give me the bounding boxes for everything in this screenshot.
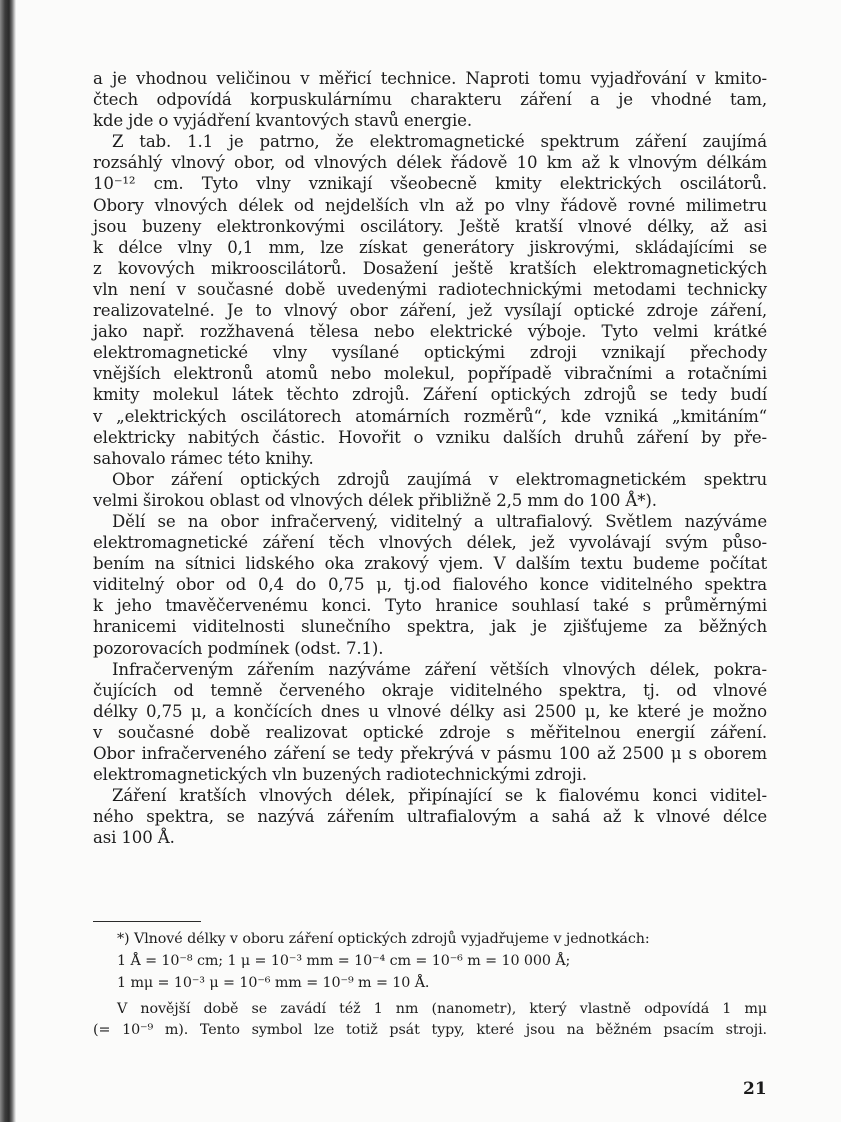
text-line: 10⁻¹² cm. Tyto vlny vznikají všeobecně kmity elektrických oscilátorů.	[93, 174, 767, 194]
text-line: ného spektra, se nazývá zářením ultrafialovým a sahá až k vlnové délce	[93, 807, 767, 827]
footnote-separator	[93, 921, 201, 922]
text-line: jako např. rozžhavená tělesa nebo elektrické výboje. Tyto velmi krátké	[93, 322, 767, 342]
text-line: v současné době realizovat optické zdroje s měřitelnou energií záření.	[93, 722, 767, 742]
text-line: Dělí se na obor infračervený, viditelný a ultrafialový. Světlem nazýváme	[112, 511, 767, 531]
text-line: vnějších elektronů atomů nebo molekul, popřípadě vibračními a rotačními	[93, 364, 767, 384]
body-text	[93, 68, 767, 848]
text-line: Infračerveným zářením nazýváme záření větších vlnových délek, pokra-	[112, 659, 767, 679]
footnotes	[93, 928, 767, 1040]
text-line: elektricky nabitých částic. Hovořit o vzniku dalších druhů záření by pře-	[93, 427, 767, 447]
text-line: k jeho tmavěčervenému konci. Tyto hranice souhlasí také s průměrnými	[93, 596, 767, 616]
footnote-line: 1 Å = 10⁻⁸ cm; 1 μ = 10⁻³ mm = 10⁻⁴ cm = 10⁻⁶ m = 10 000 Å;	[117, 953, 571, 969]
text-line: z kovových mikrooscilátorů. Dosažení ještě kratších elektromagnetických	[93, 258, 767, 278]
text-line: k délce vlny 0,1 mm, lze získat generátory jiskrovými, skládajícími se	[93, 237, 767, 257]
footnote-line: V novější době se zavádí též 1 nm (nanometr), který vlastně odpovídá 1 mμ	[117, 1001, 767, 1017]
text-line: viditelný obor od 0,4 do 0,75 μ, tj.od fialového konce viditelného spektra	[93, 575, 767, 595]
text-line: Obor infračerveného záření se tedy překrývá v pásmu 100 až 2500 μ s oborem	[93, 744, 767, 763]
footnote-line: (= 10⁻⁹ m). Tento symbol lze totiž psát typy, které jsou na běžném psacím stroji.	[93, 1022, 767, 1038]
text-line: realizovatelné. Je to vlnový obor záření, jež vysílají optické zdroje záření,	[93, 301, 767, 321]
text-line: elektromagnetických vln buzených radiotechnickými zdroji.	[93, 765, 587, 785]
text-line: Obor záření optických zdrojů zaujímá v elektromagnetickém spektru	[112, 469, 767, 489]
text-line: Obory vlnových délek od nejdelších vln až po vlny řádově rovné milimetru	[93, 195, 767, 215]
text-line: elektromagnetické záření těch vlnových délek, jež vyvolávají svým půso-	[93, 533, 767, 553]
text-line: hranicemi viditelnosti slunečního spektra, jak je zjišťujeme za běžných	[93, 617, 767, 637]
text-line: velmi širokou oblast od vlnových délek přibližně 2,5 mm do 100 Å*).	[93, 490, 657, 510]
text-line: Z tab. 1.1 je patrno, že elektromagnetické spektrum záření zaujímá	[112, 132, 767, 152]
text-line: délky 0,75 μ, a končících dnes u vlnové délky asi 2500 μ, ke které je možno	[93, 701, 767, 721]
text-line: elektromagnetické vlny vysílané optickými zdroji vznikají přechody	[93, 343, 767, 363]
text-line: rozsáhlý vlnový obor, od vlnových délek řádově 10 km až k vlnovým délkám	[93, 153, 767, 173]
text-line: vln není v současné době uvedenými radiotechnickými metodami technicky	[93, 279, 767, 299]
text-line: čtech odpovídá korpuskulárnímu charakteru záření a je vhodné tam,	[93, 90, 767, 110]
text-line: Záření kratších vlnových délek, připínající se k fialovému konci viditel-	[112, 786, 767, 806]
text-line: sahovalo rámec této knihy.	[93, 448, 314, 468]
text-line: čujících od temně červeného okraje viditelného spektra, tj. od vlnové	[93, 680, 767, 700]
text-line: asi 100 Å.	[93, 828, 175, 848]
text-line: bením na sítnici lidského oka zrakový vjem. V dalším textu budeme počítat	[93, 554, 767, 574]
text-line: jsou buzeny elektronkovými oscilátory. Ještě kratší vlnové délky, až asi	[93, 216, 767, 236]
text-line: kde jde o vyjádření kvantových stavů energie.	[93, 111, 472, 131]
text-line: kmity molekul látek těchto zdrojů. Záření optických zdrojů se tedy budí	[93, 385, 767, 405]
footnote-line: *) Vlnové délky v oboru záření optických zdrojů vyjadřujeme v jednotkách:	[117, 931, 650, 947]
text-line: pozorovacích podmínek (odst. 7.1).	[93, 638, 384, 658]
book-gutter-shadow	[0, 0, 16, 1122]
page-number: 21	[743, 1079, 767, 1099]
footnote-line: 1 mμ = 10⁻³ μ = 10⁻⁶ mm = 10⁻⁹ m = 10 Å.	[117, 975, 430, 991]
text-line: a je vhodnou veličinou v měřicí technice. Naproti tomu vyjadřování v kmito-	[93, 69, 767, 88]
text-line: v „elektrických oscilátorech atomárních rozměrů“, kde vzniká „kmitáním“	[93, 406, 767, 426]
